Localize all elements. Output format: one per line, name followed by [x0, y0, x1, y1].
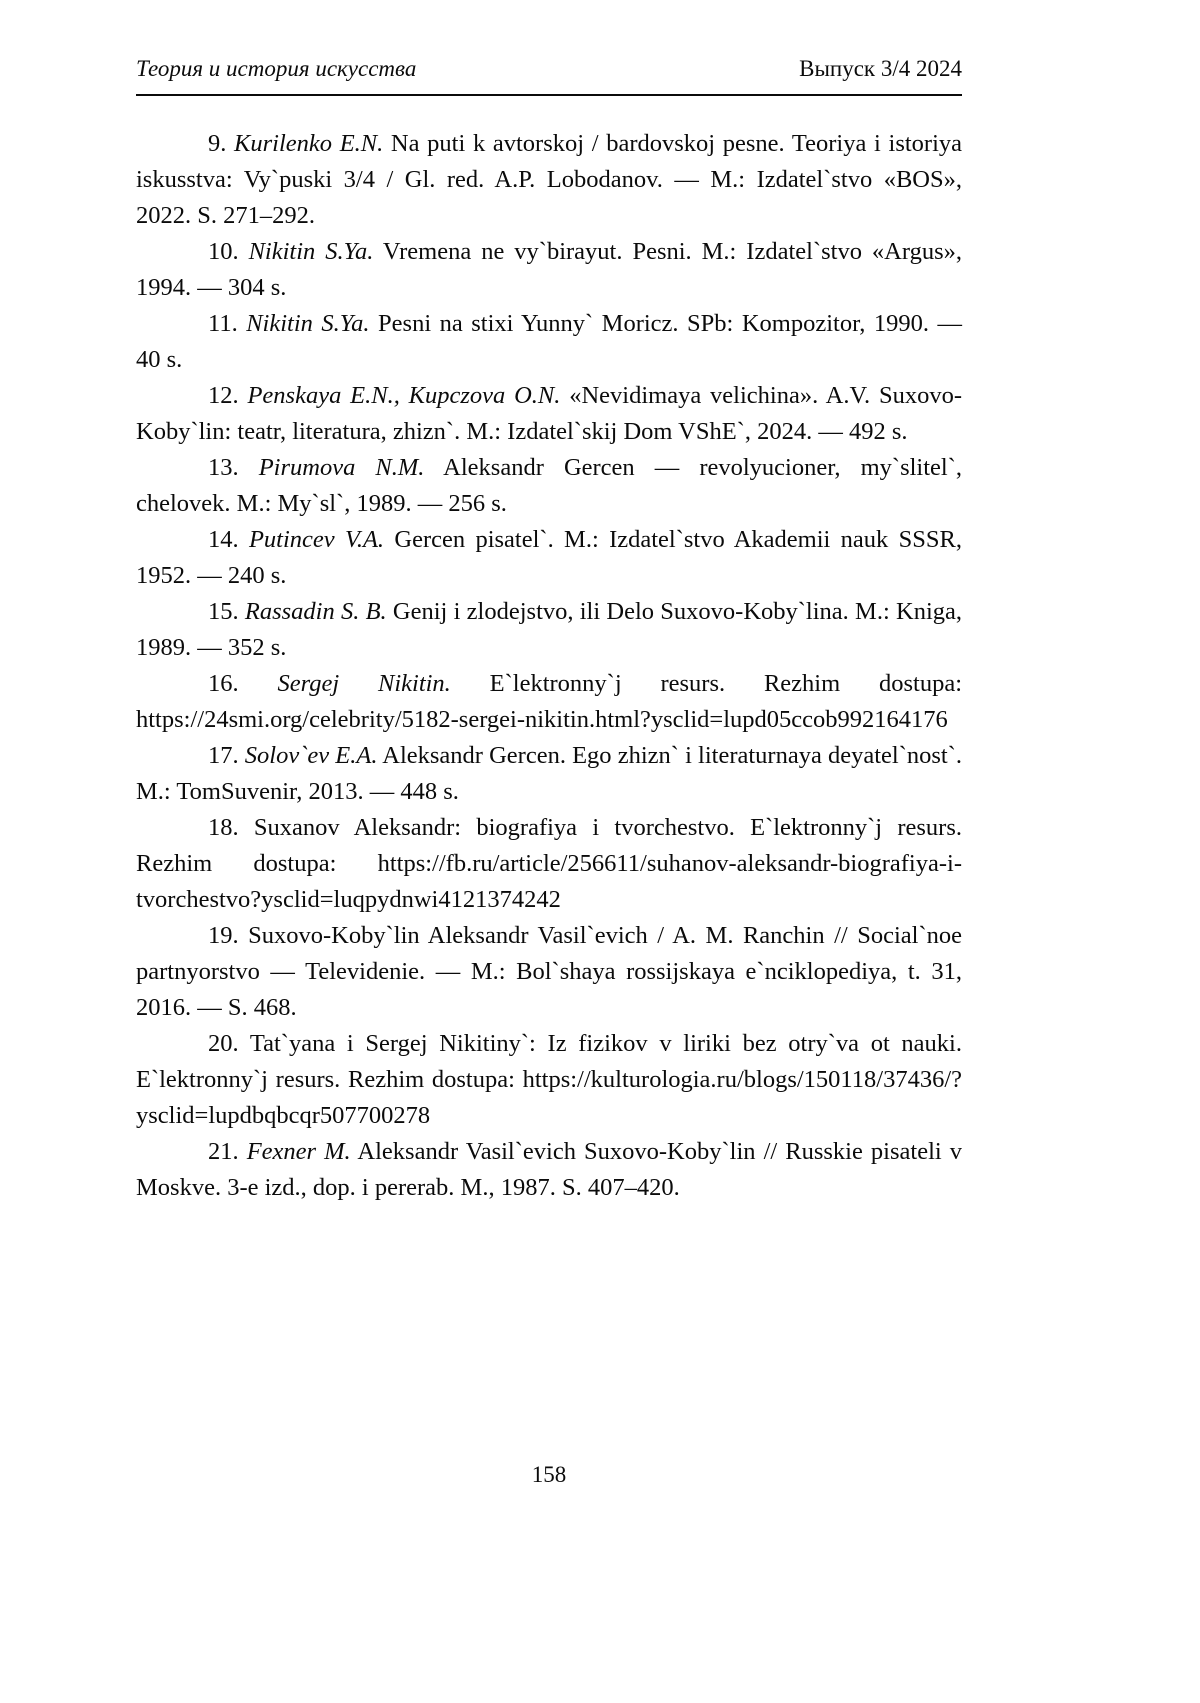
reference-number: 9. — [208, 130, 235, 157]
reference-author: Penskaya E.N., Kupczova O.N. — [247, 382, 561, 409]
reference-number: 14. — [208, 526, 249, 553]
reference-entry — [136, 522, 962, 594]
reference-text: Pesni na stixi Yunny` Moricz. SPb: Kompozitor, 1990. — 40 s. — [136, 310, 963, 373]
reference-text: Aleksandr Vasil`evich Suxovo-Koby`lin // Russkie pisateli v Moskve. 3-e izd., dop. i pererab. M., 1987. S. 407–420. — [136, 1138, 963, 1201]
reference-number: 12. — [208, 382, 248, 409]
reference-text: Na puti k avtorskoj / bardovskoj pesne. Teoriya i istoriya iskusstva: Vy`puski 3/4 / Gl. red. A.P. Lobodanov. — M.: Izdatel`stvo «BOS», 2022. S. 271–292. — [136, 130, 962, 229]
reference-entry — [136, 666, 962, 738]
reference-entry — [136, 378, 962, 450]
references-list — [136, 126, 962, 1206]
reference-author: Nikitin S.Ya. — [246, 310, 370, 337]
reference-author: Fexner M. — [246, 1138, 351, 1165]
page-number: 158 — [531, 1462, 567, 1487]
reference-number: 13. — [208, 454, 259, 481]
reference-author: Pirumova N.M. — [258, 454, 425, 481]
reference-entry — [136, 306, 962, 378]
reference-text: E`lektronny`j resurs. Rezhim dostupa: https://24smi.org/celebrity/5182-sergei-nikitin.html?ysclid=lupd05ccob992164176 — [136, 670, 963, 733]
reference-author: Putincev V.A. — [248, 526, 385, 553]
reference-text: Aleksandr Gercen. Ego zhizn` i literaturnaya deyatel`nost`. M.: TomSuvenir, 2013. — 448 s. — [136, 742, 962, 805]
reference-text: Suxanov Aleksandr: biografiya i tvorchestvo. E`lektronny`j resurs. Rezhim dostupa: https://fb.ru/article/256611/suhanov-aleksandr-biografiya-i-tvorchestvo?ysclid=luqpydnwi4121374242 — [136, 814, 963, 913]
reference-entry — [136, 450, 962, 522]
reference-author: Rassadin S. B. — [244, 598, 387, 625]
reference-entry — [136, 918, 962, 1026]
reference-number: 11. — [208, 310, 247, 337]
reference-number: 15. — [208, 598, 245, 625]
reference-entry — [136, 126, 962, 234]
reference-number: 10. — [208, 238, 249, 265]
page-header — [136, 56, 962, 96]
reference-number: 16. — [208, 670, 278, 697]
reference-text: Suxovo-Koby`lin Aleksandr Vasil`evich / A. M. Ranchin // Social`noe partnyorstvo — Televidenie. — M.: Bol`shaya rossijskaya e`nciklopediya, t. 31, 2016. — S. 468. — [136, 922, 963, 1021]
reference-entry — [136, 1134, 962, 1206]
reference-title: Sergej Nikitin. — [277, 670, 451, 697]
reference-text: Aleksandr Gercen — revolyucioner, my`slitel`, chelovek. M.: My`sl`, 1989. — 256 s. — [136, 454, 963, 517]
reference-entry — [136, 1026, 962, 1134]
reference-number: 18. — [208, 814, 254, 841]
reference-entry — [136, 810, 962, 918]
reference-text: Vremena ne vy`birayut. Pesni. M.: Izdatel`stvo «Argus», 1994. — 304 s. — [136, 238, 962, 301]
issue-label: Выпуск 3/4 2024 — [799, 56, 962, 81]
reference-text: «Nevidimaya velichina». A.V. Suxovo-Koby`lin: teatr, literatura, zhizn`. M.: Izdatel`skij Dom VShE`, 2024. — 492 s. — [136, 382, 962, 445]
reference-number: 17. — [208, 742, 245, 769]
reference-text: Genij i zlodejstvo, ili Delo Suxovo-Koby`lina. M.: Kniga, 1989. — 352 s. — [136, 598, 963, 661]
reference-text: Tat`yana i Sergej Nikitiny`: Iz fizikov v liriki bez otry`va ot nauki. E`lektronny`j resurs. Rezhim dostupa: https://kulturologia.ru/blogs/150118/37436/?ysclid=lupdbqbcqr507700278 — [136, 1030, 962, 1129]
reference-entry — [136, 234, 962, 306]
journal-title: Теория и история искусства — [136, 56, 417, 81]
reference-entry — [136, 594, 962, 666]
reference-number: 20. — [208, 1030, 250, 1057]
reference-text: Gercen pisatel`. M.: Izdatel`stvo Akademii nauk SSSR, 1952. — 240 s. — [136, 526, 962, 589]
reference-author: Solov`ev E.A. — [244, 742, 378, 769]
reference-author: Nikitin S.Ya. — [248, 238, 374, 265]
page-content — [136, 56, 962, 1206]
reference-entry — [136, 738, 962, 810]
reference-number: 21. — [208, 1138, 247, 1165]
reference-number: 19. — [208, 922, 249, 949]
reference-author: Kurilenko E.N. — [234, 130, 384, 157]
